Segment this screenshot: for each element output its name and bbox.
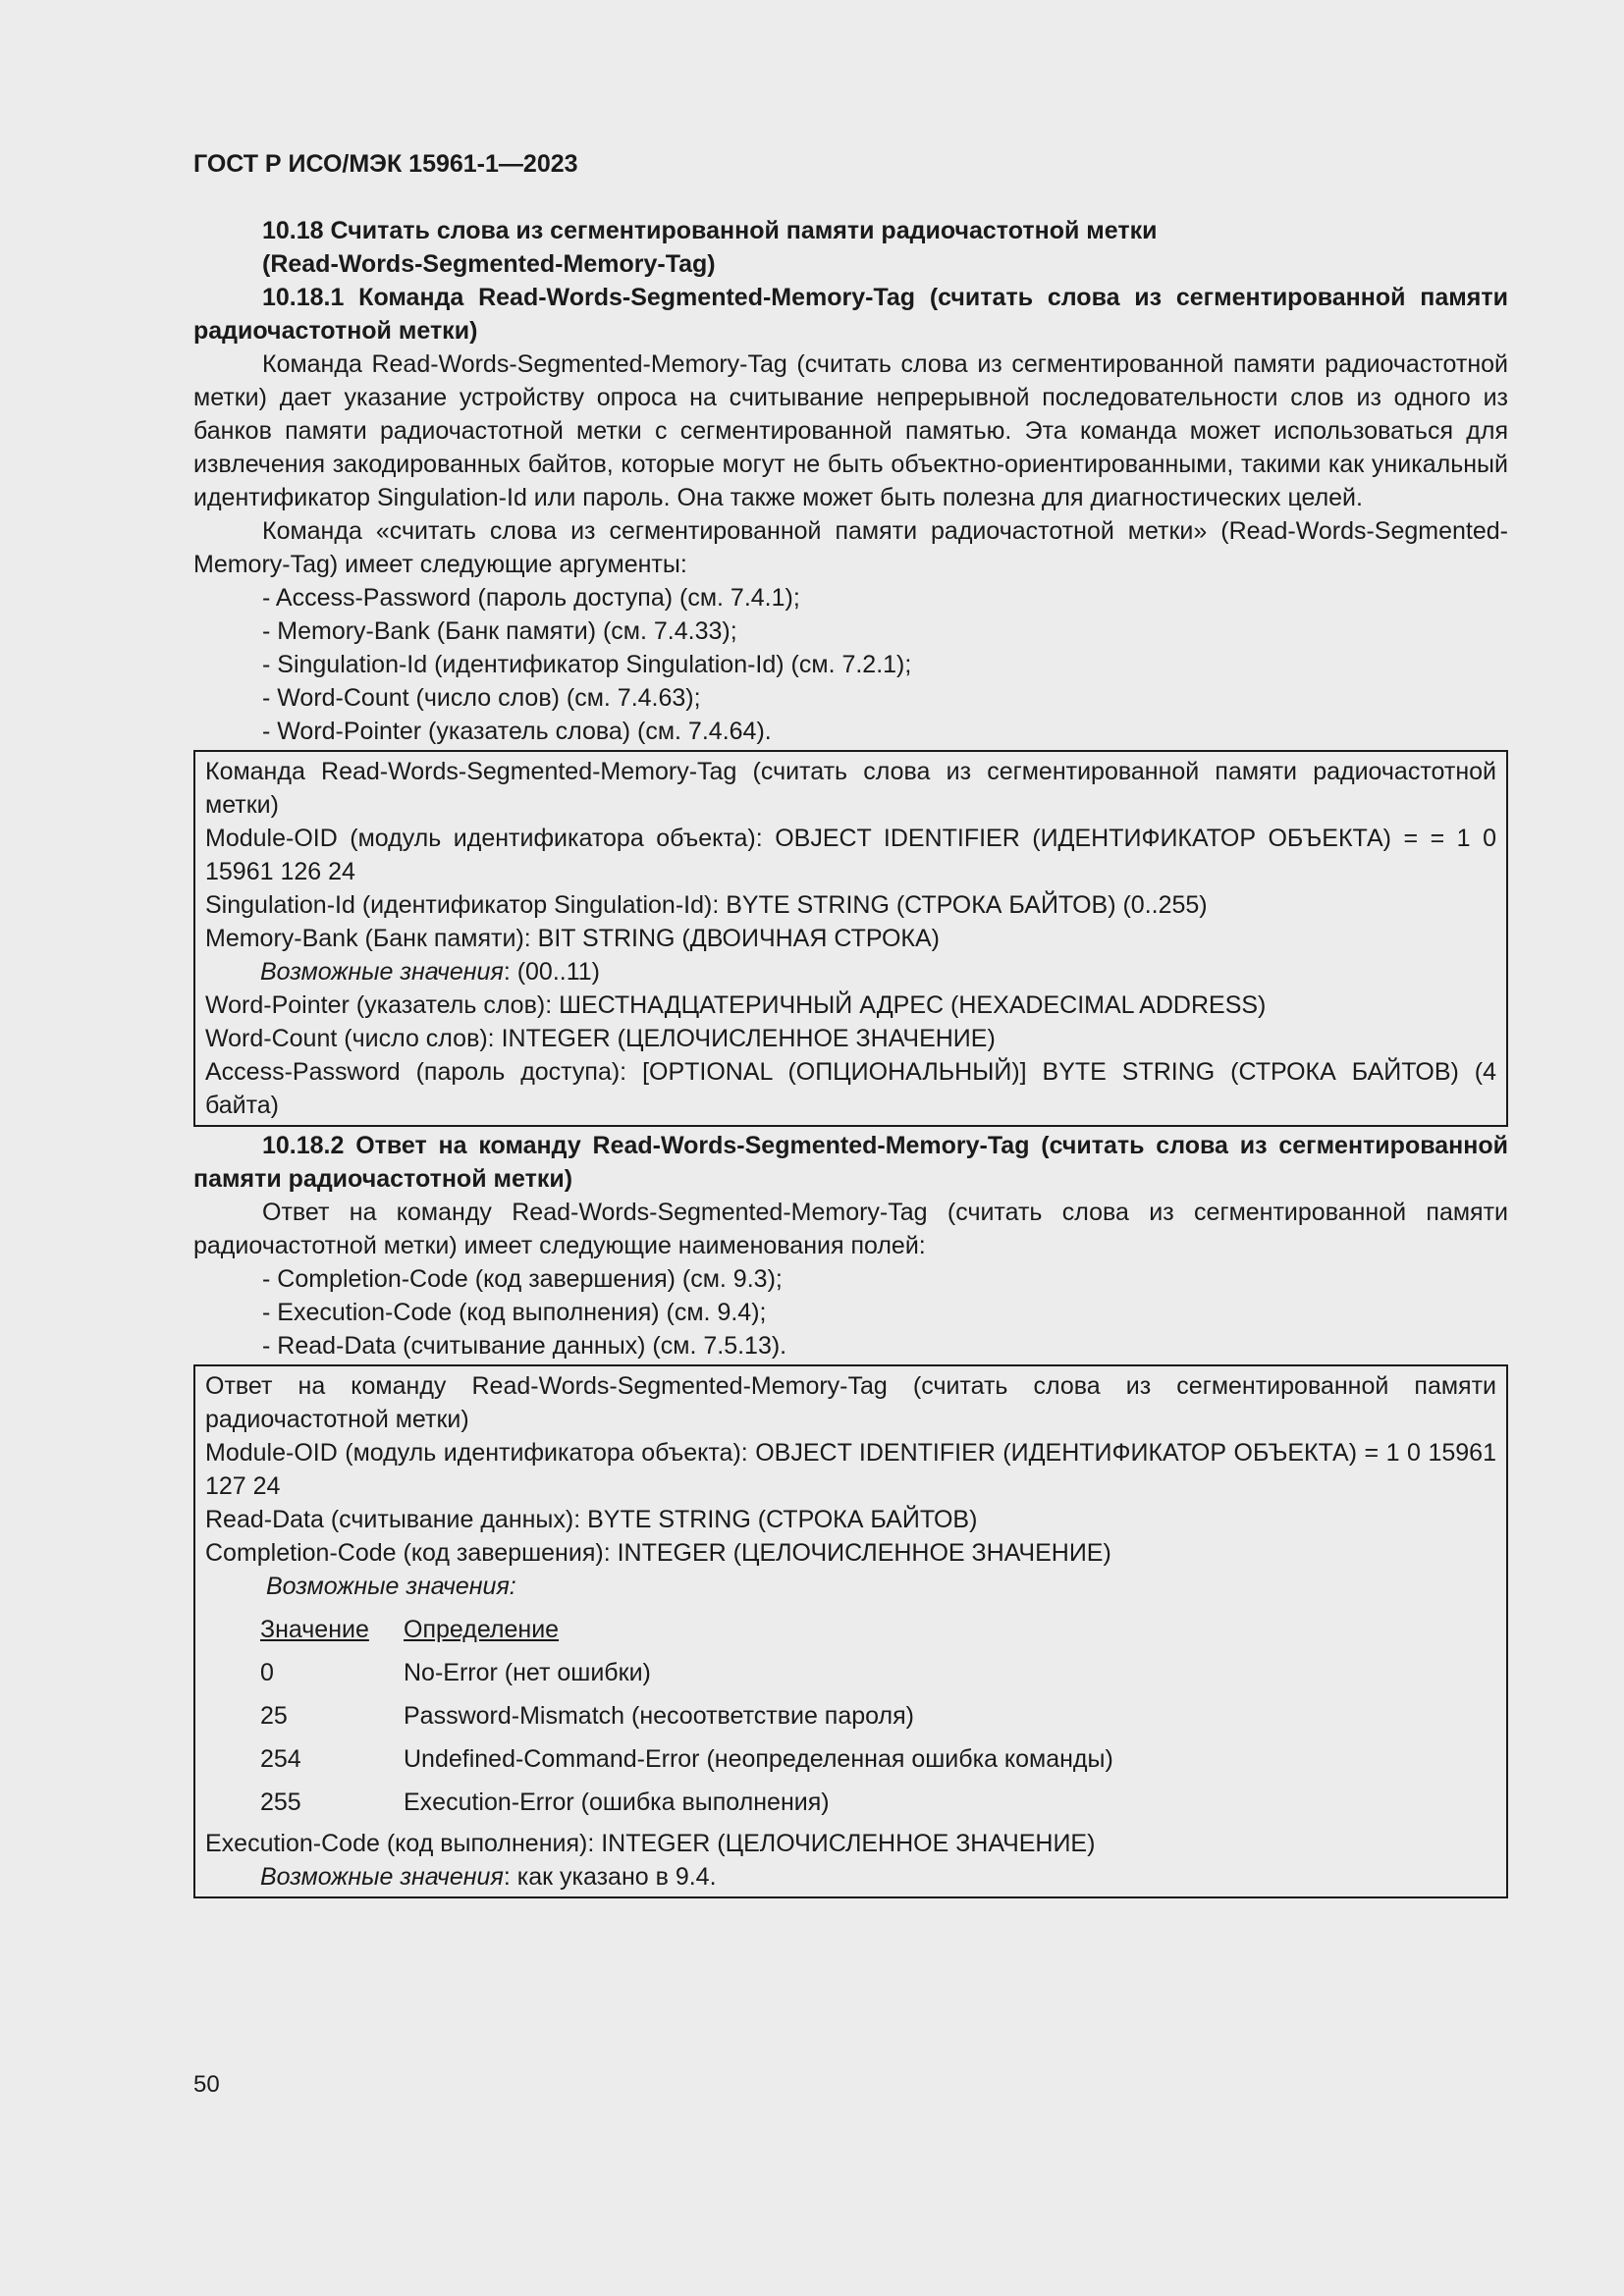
page-content xyxy=(193,147,1508,1900)
box-title: Ответ на команду Read-Words-Segmented-Memory-Tag (считать слова из сегментированной памяти радиочастотной метки) xyxy=(205,1372,1496,1433)
table-cell-definition: Undefined-Command-Error (неопределенная ошибка команды) xyxy=(404,1745,1113,1773)
subsection-1-paragraph-2: Команда «считать слова из сегментированной памяти радиочастотной метки» (Read-Words-Segmented-Memory-Tag) имеет следующие аргументы: xyxy=(193,517,1508,578)
section-title-line-2: (Read-Words-Segmented-Memory-Tag) xyxy=(262,250,716,278)
subsection-1-title: 10.18.1 Команда Read-Words-Segmented-Memory-Tag (считать слова из сегментированной памяти радиочастотной метки) xyxy=(193,284,1508,345)
completion-codes-table xyxy=(205,1613,1496,1819)
command-definition-box xyxy=(193,750,1508,1127)
memory-bank-line: Memory-Bank (Банк памяти): BIT STRING (ДВОИЧНАЯ СТРОКА) xyxy=(205,925,940,952)
exec-possible-values-label: Возможные значения xyxy=(260,1863,504,1891)
table-cell-value: 0 xyxy=(260,1659,274,1686)
subsection-2-paragraph-1: Ответ на команду Read-Words-Segmented-Memory-Tag (считать слова из сегментированной памяти радиочастотной метки) имеет следующие наименования полей: xyxy=(193,1199,1508,1259)
subsection-1-paragraph-1: Команда Read-Words-Segmented-Memory-Tag (считать слова из сегментированной памяти радиочастотной метки) дает указание устройству опроса на считывание непрерывной последовательности слов из одного из банков памяти радиочастотной метки с сегментированной памятью. Эта команда может использоваться для извлечения закодированных байтов, которые могут не быть объектно-ориентированными, такими как уникальный идентификатор Singulation-Id или пароль. Она также может быть полезна для диагностических целей. xyxy=(193,350,1508,511)
singulation-id-line: Singulation-Id (идентификатор Singulation-Id): BYTE STRING (СТРОКА БАЙТОВ) (0..255) xyxy=(205,891,1208,919)
table-cell-value: 25 xyxy=(260,1702,288,1730)
word-count-line: Word-Count (число слов): INTEGER (ЦЕЛОЧИСЛЕННОЕ ЗНАЧЕНИЕ) xyxy=(205,1025,996,1052)
table-header-definition: Определение xyxy=(404,1616,560,1643)
list-item: - Read-Data (считывание данных) (см. 7.5.13). xyxy=(262,1332,787,1360)
response-definition-box xyxy=(193,1364,1508,1898)
subsection-2-title: 10.18.2 Ответ на команду Read-Words-Segmented-Memory-Tag (считать слова из сегментированной памяти радиочастотной метки) xyxy=(193,1132,1508,1193)
module-oid-line: Module-OID (модуль идентификатора объекта): OBJECT IDENTIFIER (ИДЕНТИФИКАТОР ОБЪЕКТА) = = 1 0 15961 126 24 xyxy=(205,825,1496,885)
execution-code-line: Execution-Code (код выполнения): INTEGER (ЦЕЛОЧИСЛЕННОЕ ЗНАЧЕНИЕ) xyxy=(205,1830,1096,1857)
table-cell-value: 254 xyxy=(260,1745,301,1773)
list-item: - Word-Pointer (указатель слова) (см. 7.4.64). xyxy=(262,718,772,745)
fields-list xyxy=(193,1262,1508,1362)
list-item: - Memory-Bank (Банк памяти) (см. 7.4.33); xyxy=(262,617,737,645)
word-pointer-line: Word-Pointer (указатель слов): ШЕСТНАДЦАТЕРИЧНЫЙ АДРЕС (HEXADECIMAL ADDRESS) xyxy=(205,991,1267,1019)
box-title: Команда Read-Words-Segmented-Memory-Tag (считать слова из сегментированной памяти радиочастотной метки) xyxy=(205,758,1496,819)
arguments-list xyxy=(193,581,1508,748)
table-cell-definition: Execution-Error (ошибка выполнения) xyxy=(404,1789,830,1816)
list-item: - Singulation-Id (идентификатор Singulation-Id) (см. 7.2.1); xyxy=(262,651,912,678)
list-item: - Word-Count (число слов) (см. 7.4.63); xyxy=(262,684,701,712)
section-title-line-1: 10.18 Считать слова из сегментированной памяти радиочастотной метки xyxy=(262,217,1158,244)
table-cell-definition: Password-Mismatch (несоответствие пароля) xyxy=(404,1702,914,1730)
completion-code-line: Completion-Code (код завершения): INTEGER (ЦЕЛОЧИСЛЕННОЕ ЗНАЧЕНИЕ) xyxy=(205,1539,1111,1567)
list-item: - Access-Password (пароль доступа) (см. 7.4.1); xyxy=(262,584,800,612)
possible-values-line: Возможные значения: xyxy=(266,1573,516,1600)
exec-possible-values-value: : как указано в 9.4. xyxy=(503,1863,717,1891)
page-number: 50 xyxy=(193,2071,220,2098)
section-title xyxy=(193,214,1508,281)
list-item: - Execution-Code (код выполнения) (см. 9.4); xyxy=(262,1299,767,1326)
list-item: - Completion-Code (код завершения) (см. 9.3); xyxy=(262,1265,783,1293)
access-password-line: Access-Password (пароль доступа): [OPTIONAL (ОПЦИОНАЛЬНЫЙ)] BYTE STRING (СТРОКА БАЙТОВ) (4 байта) xyxy=(205,1058,1496,1119)
table-cell-definition: No-Error (нет ошибки) xyxy=(404,1659,651,1686)
possible-values-value: : (00..11) xyxy=(503,958,601,986)
possible-values-line xyxy=(205,955,1496,988)
table-header-value: Значение xyxy=(260,1616,369,1643)
possible-values-label: Возможные значения xyxy=(260,958,504,986)
module-oid-line: Module-OID (модуль идентификатора объекта): OBJECT IDENTIFIER (ИДЕНТИФИКАТОР ОБЪЕКТА) = 1 0 15961 127 24 xyxy=(205,1439,1496,1500)
read-data-line: Read-Data (считывание данных): BYTE STRING (СТРОКА БАЙТОВ) xyxy=(205,1506,978,1533)
document-header: ГОСТ Р ИСО/МЭК 15961-1—2023 xyxy=(193,150,578,178)
exec-possible-values-line xyxy=(205,1860,1496,1894)
table-cell-value: 255 xyxy=(260,1789,301,1816)
